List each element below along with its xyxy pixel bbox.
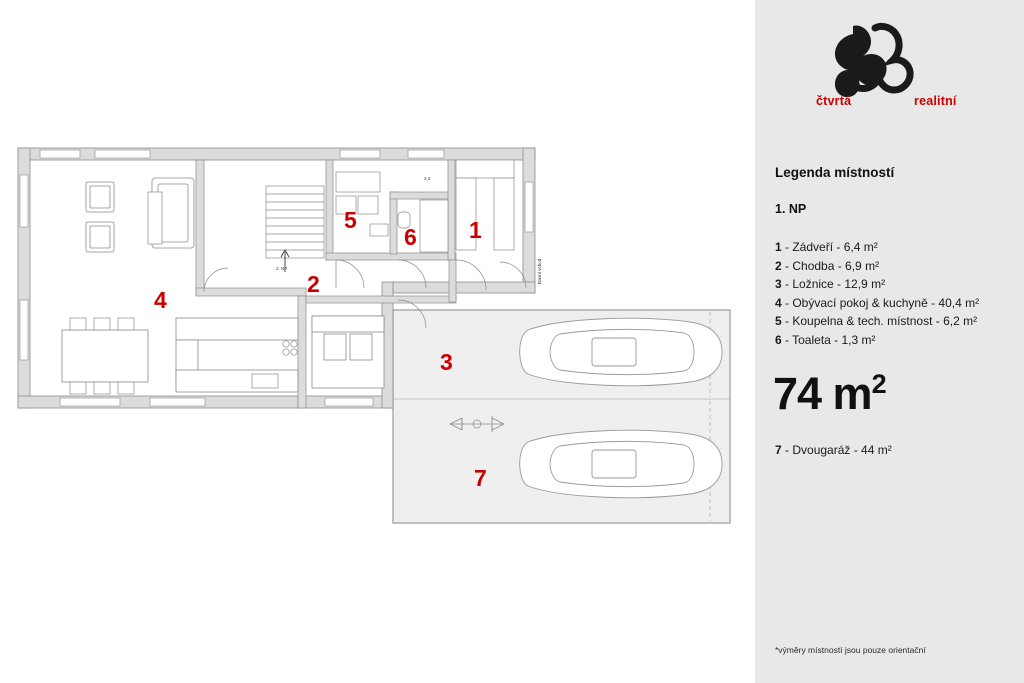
logo-word-realitni: realitní [914, 94, 957, 108]
legend-item-4-number: 4 [775, 295, 782, 310]
bedroom-furniture [312, 316, 384, 388]
legend-title: Legenda místností [775, 165, 895, 180]
furniture-armchair-1 [86, 182, 114, 212]
entry-wardrobe-2 [494, 178, 514, 250]
boiler [358, 196, 378, 214]
pillow [350, 334, 372, 360]
wall-bedroom-right [449, 260, 456, 302]
room-number-2: 2 [307, 271, 320, 297]
total-area-value: 74 m [773, 368, 872, 419]
pillow [324, 334, 346, 360]
furniture-coffee-table [148, 192, 162, 244]
furniture-armchair-2 [86, 222, 114, 252]
window [340, 150, 380, 158]
room-number-3: 3 [440, 349, 453, 375]
furniture-dining-table [62, 330, 148, 382]
floor-label: 1. NP [775, 202, 807, 216]
stair-direction-label: 2. NP [276, 266, 288, 271]
legend-item-3 [775, 275, 1020, 294]
wall-bedroom-left [298, 296, 306, 408]
wall-wc-top [390, 192, 450, 199]
legend-item-3-text: - Ložnice - 12,9 m² [781, 277, 886, 291]
total-area-unit-sup: 2 [871, 369, 887, 399]
wall-bedroom-top [306, 296, 456, 303]
legend-item-2-text: - Chodba - 6,9 m² [781, 258, 880, 273]
room-number-5: 5 [344, 207, 357, 233]
furniture-chair [70, 318, 86, 330]
legend-item-1-number: 1 [775, 240, 782, 254]
legend-list [775, 238, 1020, 349]
wall-living-hall [196, 160, 204, 292]
legend-item-7 [775, 443, 892, 457]
window-note-label: 2,3 [424, 176, 431, 181]
bathtub [336, 172, 380, 192]
legend-item-7-number: 7 [775, 443, 782, 457]
kitchen-counter-top [176, 318, 298, 340]
total-area [773, 368, 887, 420]
window [20, 175, 28, 227]
legend-panel [755, 0, 1024, 683]
furniture-chair [118, 318, 134, 330]
legend-item-2-number: 2 [775, 258, 782, 273]
kitchen-counter-bottom [176, 370, 298, 392]
legend-item-5 [775, 312, 1020, 331]
room-number-7: 7 [474, 465, 487, 491]
staircase [266, 186, 324, 258]
legend-item-6-number: 6 [775, 332, 782, 347]
car-bottom [520, 430, 722, 497]
4r-monogram-icon [815, 22, 995, 100]
window [525, 182, 533, 232]
legend-item-4-text: - Obývací pokoj & kuchyně - 40,4 m² [781, 295, 980, 310]
furniture-chair [70, 382, 86, 394]
window [60, 398, 120, 406]
legend-item-6-text: - Toaleta - 1,3 m² [781, 332, 876, 347]
legend-item-2 [775, 257, 1020, 276]
room-number-6: 6 [404, 224, 417, 250]
main-entrance-label: hlavní vchod [537, 258, 542, 284]
furniture-chair [94, 318, 110, 330]
window [40, 150, 80, 158]
logo [815, 22, 995, 117]
legend-item-6 [775, 331, 1020, 350]
legend-item-5-text: - Koupelna & tech. místnost - 6,2 m² [781, 314, 978, 328]
window [325, 398, 373, 406]
legend-item-1-text: - Zádveří - 6,4 m² [781, 240, 878, 254]
furniture-chair [94, 382, 110, 394]
washbasin [370, 224, 388, 236]
car-top [520, 318, 722, 385]
entry-shelf-top [456, 160, 514, 178]
window [408, 150, 444, 158]
legend-footnote: *výměry místností jsou pouze orientační [775, 645, 926, 655]
legend-item-7-text: - Dvougaráž - 44 m² [781, 443, 892, 457]
wc-cabinet [420, 200, 448, 252]
legend-item-4 [775, 294, 1020, 313]
window [95, 150, 150, 158]
wall-wc-left [390, 192, 397, 254]
kitchen-sink [252, 374, 278, 388]
furniture-chair [118, 382, 134, 394]
wall-hall-bottom [196, 288, 306, 296]
legend-item-3-number: 3 [775, 277, 782, 291]
wall-right-lower [393, 282, 535, 293]
legend-item-5-number: 5 [775, 314, 782, 328]
window [150, 398, 205, 406]
wall-entry-left [448, 160, 455, 260]
window [20, 300, 28, 360]
legend-item-1 [775, 238, 1020, 257]
room-number-1: 1 [469, 217, 482, 243]
wall-bath-left [326, 160, 333, 260]
bed-headboard [312, 316, 384, 332]
room-number-4: 4 [154, 287, 167, 313]
logo-word-ctvrta: čtvrtá [816, 94, 852, 108]
